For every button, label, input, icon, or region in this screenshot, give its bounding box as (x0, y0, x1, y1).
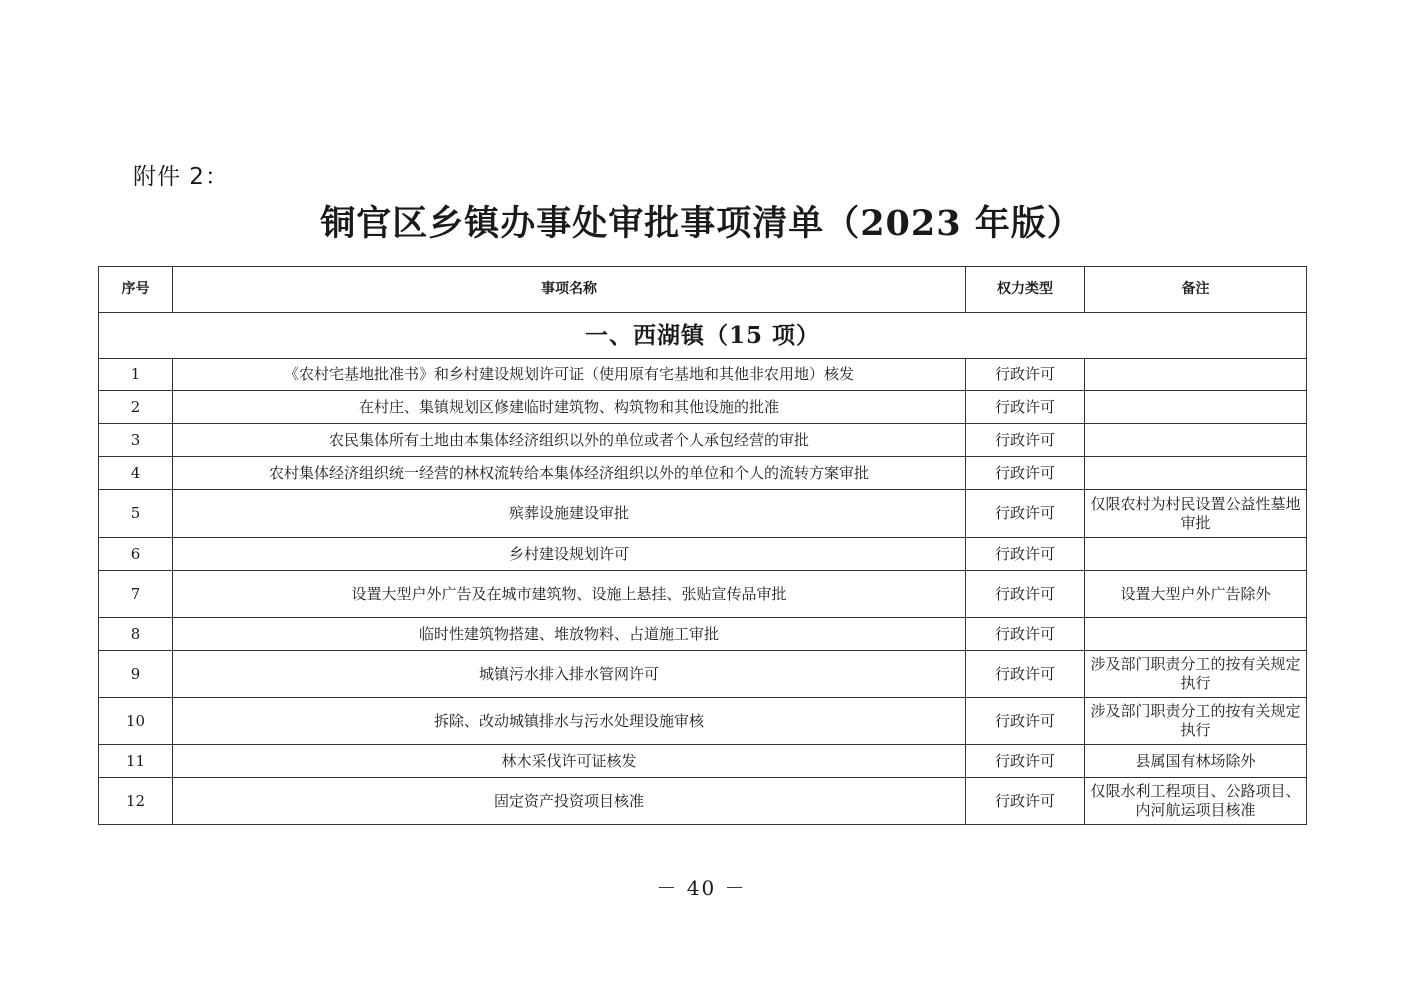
row-power-type: 行政许可 (966, 457, 1085, 490)
row-item-name: 《农村宅基地批准书》和乡村建设规划许可证（使用原有宅基地和其他非农用地）核发 (173, 359, 966, 391)
row-power-type: 行政许可 (966, 391, 1085, 424)
row-item-name: 城镇污水排入排水管网许可 (173, 651, 966, 698)
header-type: 权力类型 (966, 267, 1085, 313)
row-note: 县属国有林场除外 (1085, 745, 1307, 778)
row-power-type: 行政许可 (966, 424, 1085, 457)
table-row (99, 538, 1307, 571)
row-number: 12 (99, 778, 173, 825)
row-number: 6 (99, 538, 173, 571)
row-power-type: 行政许可 (966, 618, 1085, 651)
table-header-row (99, 267, 1307, 313)
section-row (99, 313, 1307, 359)
row-item-name: 乡村建设规划许可 (173, 538, 966, 571)
table-row (99, 490, 1307, 538)
row-item-name: 固定资产投资项目核准 (173, 778, 966, 825)
row-number: 3 (99, 424, 173, 457)
row-note (1085, 424, 1307, 457)
table-row (99, 391, 1307, 424)
row-item-name: 农民集体所有土地由本集体经济组织以外的单位或者个人承包经营的审批 (173, 424, 966, 457)
document-title: 铜官区乡镇办事处审批事项清单（2023 年版） (320, 203, 1083, 244)
page-number: － 40 － (656, 876, 747, 900)
attachment-label: 附件 2： (133, 164, 229, 190)
approval-items-table (98, 266, 1307, 825)
row-number: 2 (99, 391, 173, 424)
table-row (99, 745, 1307, 778)
row-number: 8 (99, 618, 173, 651)
table-row (99, 651, 1307, 698)
row-number: 9 (99, 651, 173, 698)
row-note: 设置大型户外广告除外 (1085, 571, 1307, 618)
header-note: 备注 (1085, 267, 1307, 313)
row-note: 涉及部门职责分工的按有关规定执行 (1085, 698, 1307, 745)
section-heading: 一、西湖镇（15 项） (99, 313, 1307, 359)
row-number: 1 (99, 359, 173, 391)
table-row (99, 457, 1307, 490)
table-row (99, 698, 1307, 745)
row-power-type: 行政许可 (966, 778, 1085, 825)
row-number: 11 (99, 745, 173, 778)
table-row (99, 778, 1307, 825)
row-note (1085, 618, 1307, 651)
row-item-name: 设置大型户外广告及在城市建筑物、设施上悬挂、张贴宣传品审批 (173, 571, 966, 618)
row-item-name: 农村集体经济组织统一经营的林权流转给本集体经济组织以外的单位和个人的流转方案审批 (173, 457, 966, 490)
row-note (1085, 391, 1307, 424)
row-power-type: 行政许可 (966, 538, 1085, 571)
row-power-type: 行政许可 (966, 698, 1085, 745)
row-item-name: 在村庄、集镇规划区修建临时建筑物、构筑物和其他设施的批准 (173, 391, 966, 424)
row-number: 7 (99, 571, 173, 618)
row-number: 10 (99, 698, 173, 745)
table-row (99, 618, 1307, 651)
row-power-type: 行政许可 (966, 745, 1085, 778)
table-row (99, 571, 1307, 618)
row-number: 4 (99, 457, 173, 490)
table-row (99, 359, 1307, 391)
header-name: 事项名称 (173, 267, 966, 313)
row-note: 仅限水利工程项目、公路项目、内河航运项目核准 (1085, 778, 1307, 825)
table-row (99, 424, 1307, 457)
row-note (1085, 457, 1307, 490)
row-item-name: 拆除、改动城镇排水与污水处理设施审核 (173, 698, 966, 745)
row-item-name: 殡葬设施建设审批 (173, 490, 966, 538)
row-power-type: 行政许可 (966, 571, 1085, 618)
row-power-type: 行政许可 (966, 490, 1085, 538)
row-note (1085, 538, 1307, 571)
row-power-type: 行政许可 (966, 359, 1085, 391)
row-power-type: 行政许可 (966, 651, 1085, 698)
row-item-name: 临时性建筑物搭建、堆放物料、占道施工审批 (173, 618, 966, 651)
row-note: 涉及部门职责分工的按有关规定执行 (1085, 651, 1307, 698)
header-no: 序号 (99, 267, 173, 313)
row-note (1085, 359, 1307, 391)
row-number: 5 (99, 490, 173, 538)
row-note: 仅限农村为村民设置公益性墓地审批 (1085, 490, 1307, 538)
row-item-name: 林木采伐许可证核发 (173, 745, 966, 778)
